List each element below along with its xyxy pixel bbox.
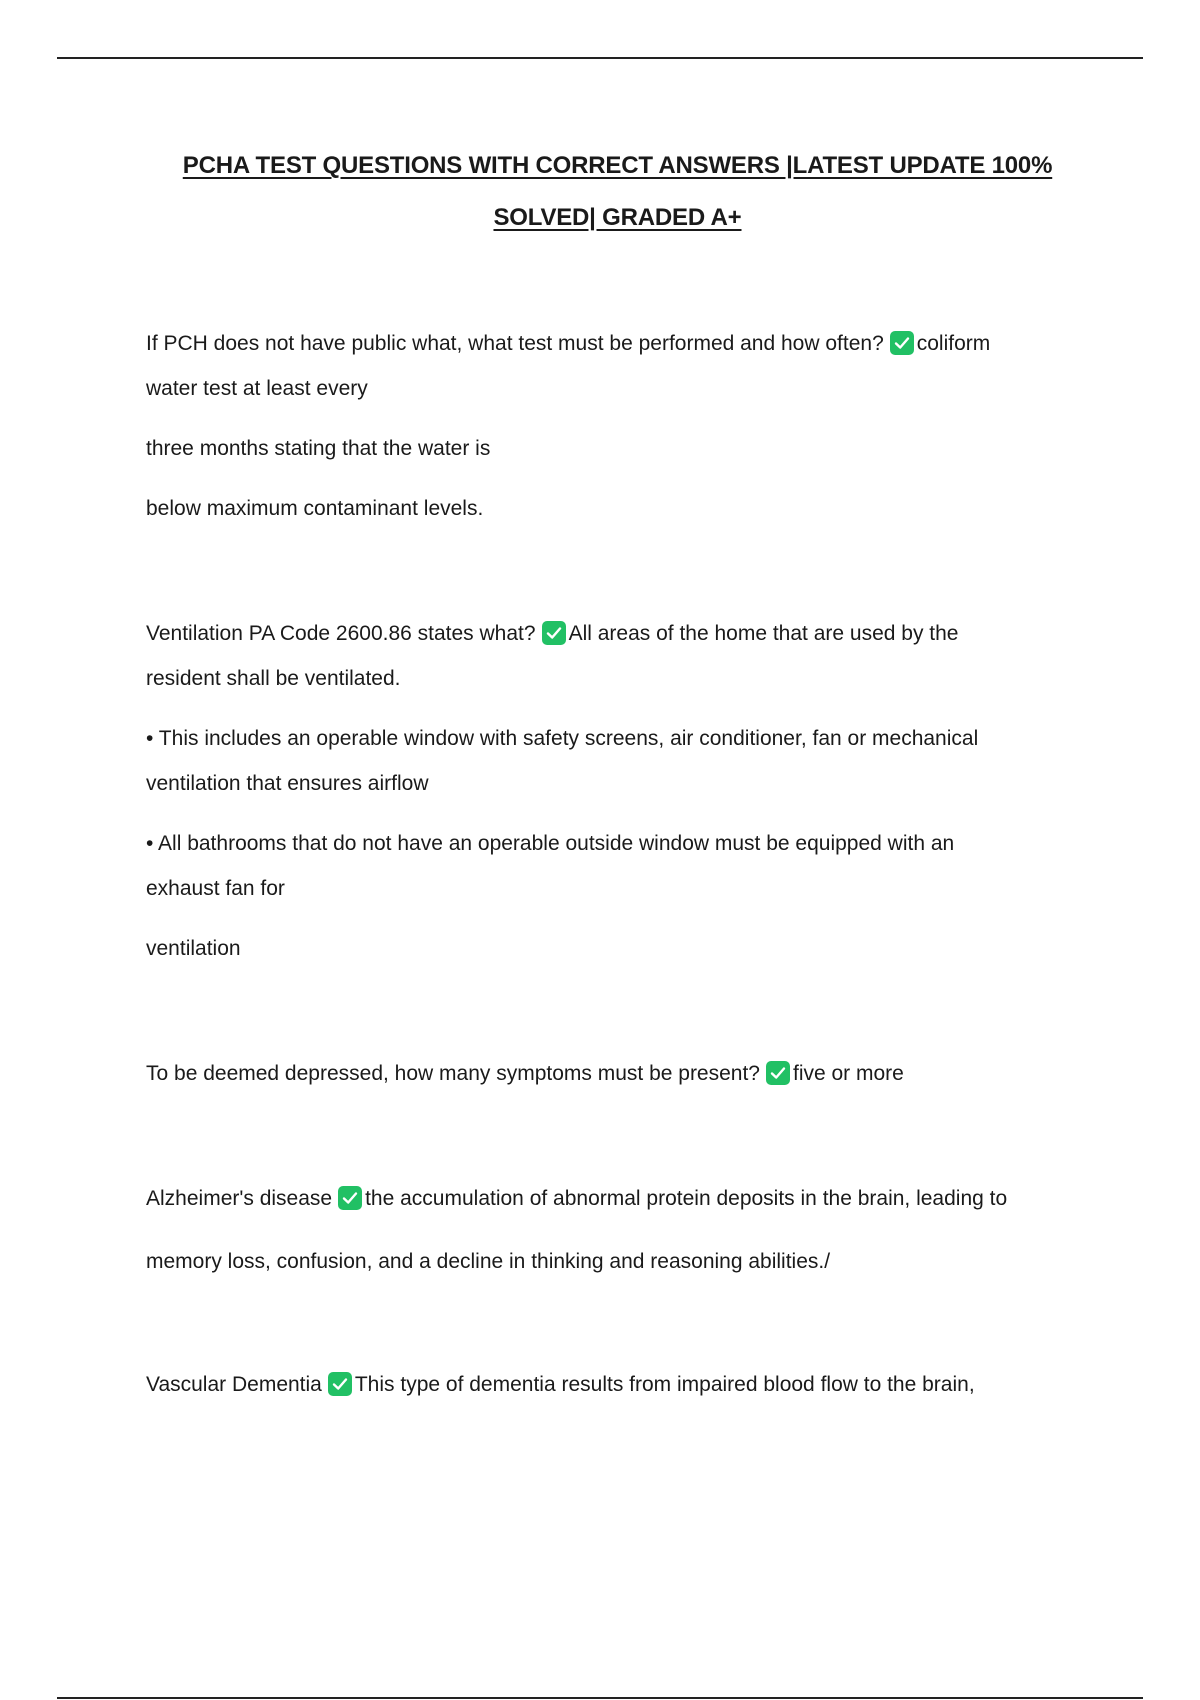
qa-2-answer: All areas of the home that are used by the xyxy=(568,622,959,645)
title-line-2: SOLVED| GRADED A+ xyxy=(493,204,742,231)
qa-4-question-line xyxy=(146,1185,1007,1213)
qa-2-continuation: ventilation that ensures airflow xyxy=(146,772,429,795)
qa-1-question: If PCH does not have public what, what test must be performed and how often? xyxy=(146,332,884,355)
footer-rule xyxy=(57,1697,1143,1699)
qa-2-continuation: • All bathrooms that do not have an operable outside window must be equipped with an xyxy=(146,832,955,855)
qa-1-continuation: water test at least every xyxy=(146,377,368,400)
qa-2-continuation: exhaust fan for xyxy=(146,877,285,900)
check-icon xyxy=(338,1186,362,1210)
check-icon xyxy=(766,1061,790,1085)
qa-3-answer: five or more xyxy=(792,1062,904,1085)
qa-5-answer: This type of dementia results from impaired blood flow to the brain, xyxy=(354,1373,975,1396)
qa-1-continuation: three months stating that the water is xyxy=(146,437,491,460)
qa-4-continuation: memory loss, confusion, and a decline in thinking and reasoning abilities./ xyxy=(146,1250,831,1273)
qa-5-question-line xyxy=(146,1371,975,1399)
qa-2-continuation: • This includes an operable window with safety screens, air conditioner, fan or mechanical xyxy=(146,727,979,750)
qa-2-question-line xyxy=(146,620,958,648)
title-line-1: PCHA TEST QUESTIONS WITH CORRECT ANSWERS |LATEST UPDATE 100% xyxy=(182,152,1053,179)
document-title xyxy=(140,140,1095,244)
qa-1-continuation: below maximum contaminant levels. xyxy=(146,497,484,520)
check-icon xyxy=(542,621,566,645)
qa-2-continuation: ventilation xyxy=(146,937,241,960)
qa-1-question-line xyxy=(146,330,990,358)
qa-3-question: To be deemed depressed, how many symptoms must be present? xyxy=(146,1062,760,1085)
qa-4-answer: the accumulation of abnormal protein deposits in the brain, leading to xyxy=(365,1187,1008,1210)
qa-2-question: Ventilation PA Code 2600.86 states what? xyxy=(146,622,536,645)
qa-4-question: Alzheimer's disease xyxy=(146,1187,333,1210)
check-icon xyxy=(328,1372,352,1396)
qa-1-answer: coliform xyxy=(916,332,991,355)
qa-5-question: Vascular Dementia xyxy=(146,1373,322,1396)
header-rule xyxy=(57,57,1143,59)
check-icon xyxy=(890,331,914,355)
qa-3-question-line xyxy=(146,1060,904,1088)
qa-2-continuation: resident shall be ventilated. xyxy=(146,667,401,690)
